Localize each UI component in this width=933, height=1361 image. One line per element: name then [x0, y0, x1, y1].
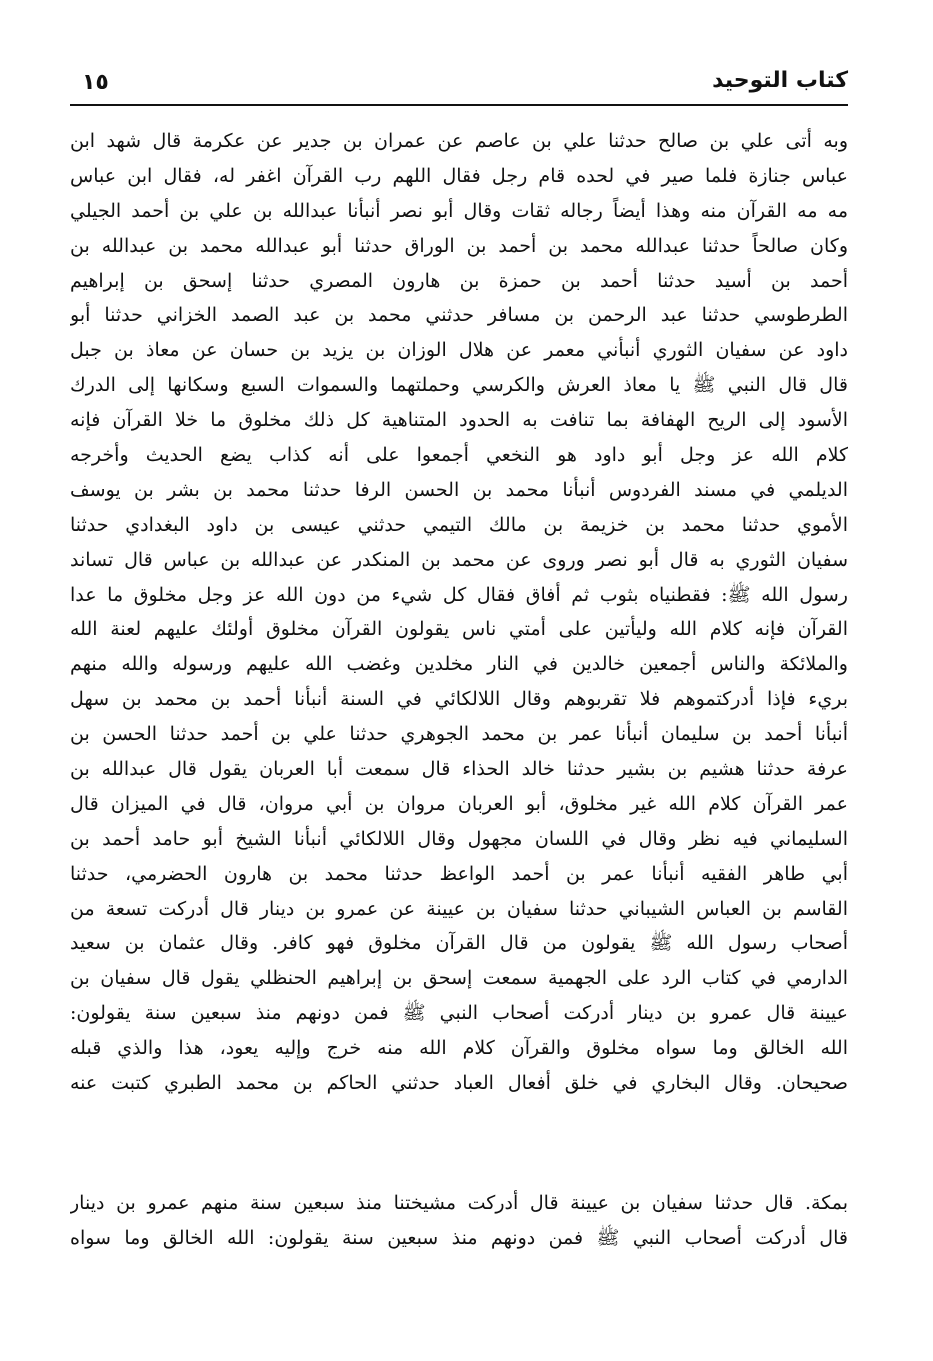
text-line: الأسود إلى الريح الهفافة بما تنافت به الحدود المتناهية كل ذلك مخلوق ما خلا القرآن فإنه	[70, 409, 848, 432]
text-line: عباس جنازة فلما صير في لحده قام رجل فقال اللهم رب القرآن اغفر له، فقال ابن عباس	[70, 164, 848, 187]
text-line: عرفة حدثنا هشيم بن بشير حدثنا خالد الحذاء قال سمعت أبا العربان يقول قال عبدالله بن	[70, 758, 848, 781]
page-number: ١٥	[82, 70, 109, 95]
text-line: وبه أتى علي بن صالح حدثنا علي بن عاصم عن عمران بن جدير عن عكرمة قال شهد ابن	[70, 130, 848, 152]
text-line: كلام الله عز وجل أبو داود هو النخعي أجمعوا على أنه كذاب يضع الحديث وأخرجه	[70, 444, 848, 467]
text-line: الله الخالق وما سواه مخلوق والقرآن كلام الله منه خرج وإليه يعود، هذا والذي قبله	[70, 1037, 848, 1060]
text-line: قال أدركت أصحاب النبي ﷺ فمن دونهم منذ سبعين سنة يقولون: الله الخالق وما سواه	[70, 1226, 848, 1249]
text-line: قال قال النبي ﷺ يا معاذ العرش والكرسي وحملتهما والسموات السبع وسكانها إلى الدرك	[70, 374, 848, 397]
text-line: أصحاب رسول الله ﷺ يقولون من قال القرآن مخلوق فهو كافر. وقال عثمان بن سعيد	[70, 932, 848, 955]
text-line: الأموي حدثنا محمد بن خزيمة بن مالك التيمي حدثني عيسى بن داود البغدادي حدثنا	[70, 513, 848, 536]
text-line: القرآن فإنه كلام الله وليأتين على أمتي ناس يقولون القرآن مخلوق أولئك عليهم لعنة الله	[70, 618, 848, 641]
header-rule	[70, 104, 848, 106]
text-line: أنبأنا أحمد بن سليمان أنبأنا عمر بن محمد الجوهري حدثنا علي بن أحمد حدثنا الحسن بن	[70, 723, 848, 746]
text-line: صحيحان. وقال البخاري في خلق أفعال العباد حدثني الحاكم بن محمد الطبري كتبت عنه	[70, 1072, 848, 1095]
continuation-text	[70, 1186, 848, 1256]
text-line: سفيان الثوري به قال أبو نصر وروى عن محمد بن المنكدر عن عبدالله بن عباس قال تساند	[70, 548, 848, 571]
text-line: عمر القرآن كلام الله غير مخلوق، أبو العربان مروان بن أبي مروان، قال في الميزان قال	[70, 792, 848, 815]
text-line: أبي طاهر الفقيه أنبأنا عمر بن أحمد الواعظ حدثنا محمد بن هارون الحضرمي، حدثنا	[70, 862, 848, 885]
text-line: الطرطوسي حدثنا عبد الرحمن بن مسافر حدثني محمد بن عبد الصمد الخزاني حدثنا أبو	[70, 304, 848, 327]
text-line: أحمد بن أسيد حدثنا أحمد بن حمزة بن هارون المصري حدثنا إسحق بن إبراهيم	[70, 269, 848, 292]
text-line: والملائكة والناس أجمعين خالدين في النار مخلدين وغضب الله عليهم ورسوله والله منهم	[70, 653, 848, 676]
page-header	[70, 60, 848, 106]
text-line: وكان صالحاً حدثنا عبدالله محمد بن أحمد بن الوراق حدثنا أبو عبدالله محمد بن عبدالله بن	[70, 234, 848, 257]
text-line: الدارمي في كتاب الرد على الجهمية سمعت إسحق بن إبراهيم الحنظلي يقول قال سفيان بن	[70, 967, 848, 990]
main-text	[70, 124, 848, 1101]
text-line: مه مه القرآن منه وهذا أيضاً رجاله ثقات وقال أبو نصر أنبأنا عبدالله بن علي بن أحمد الجيلي	[70, 199, 848, 222]
text-line: بريء فإذا أدركتموهم فلا تقربوهم وقال اللالكائي في السنة أنبأنا أحمد بن محمد بن سهل	[70, 688, 848, 711]
text-line: القاسم بن العباس الشيباني حدثنا سفيان بن عيينة عن عمرو بن دينار قال أدركت تسعة من	[70, 897, 848, 920]
text-line: رسول الله ﷺ: فقطنياه بثوب ثم أفاق فقال كل شيء من دون الله عز وجل مخلوق ما عدا	[70, 583, 848, 606]
text-line: الديلمي في مسند الفردوس أنبأنا محمد بن الحسن الرفا حدثنا محمد بن بشر بن يوسف	[70, 478, 848, 501]
book-title: كتاب التوحيد	[712, 68, 848, 93]
text-line: عيينة قال عمرو بن دينار أدركت أصحاب النبي ﷺ فمن دونهم منذ سبعين سنة يقولون:	[70, 1002, 848, 1025]
text-line: بمكة. قال حدثنا سفيان بن عيينة قال أدركت مشيختنا منذ سبعين سنة منهم عمرو بن دينار	[70, 1192, 848, 1214]
text-line: السليماني فيه نظر وقال في اللسان مجهول وقال اللالكائي أنبأنا الشيخ أبو حامد أحمد بن	[70, 827, 848, 850]
text-line: داود عن سفيان الثوري أنبأني معمر عن هلال الوزان بن يزيد بن حسان عن معاذ بن جبل	[70, 339, 848, 362]
